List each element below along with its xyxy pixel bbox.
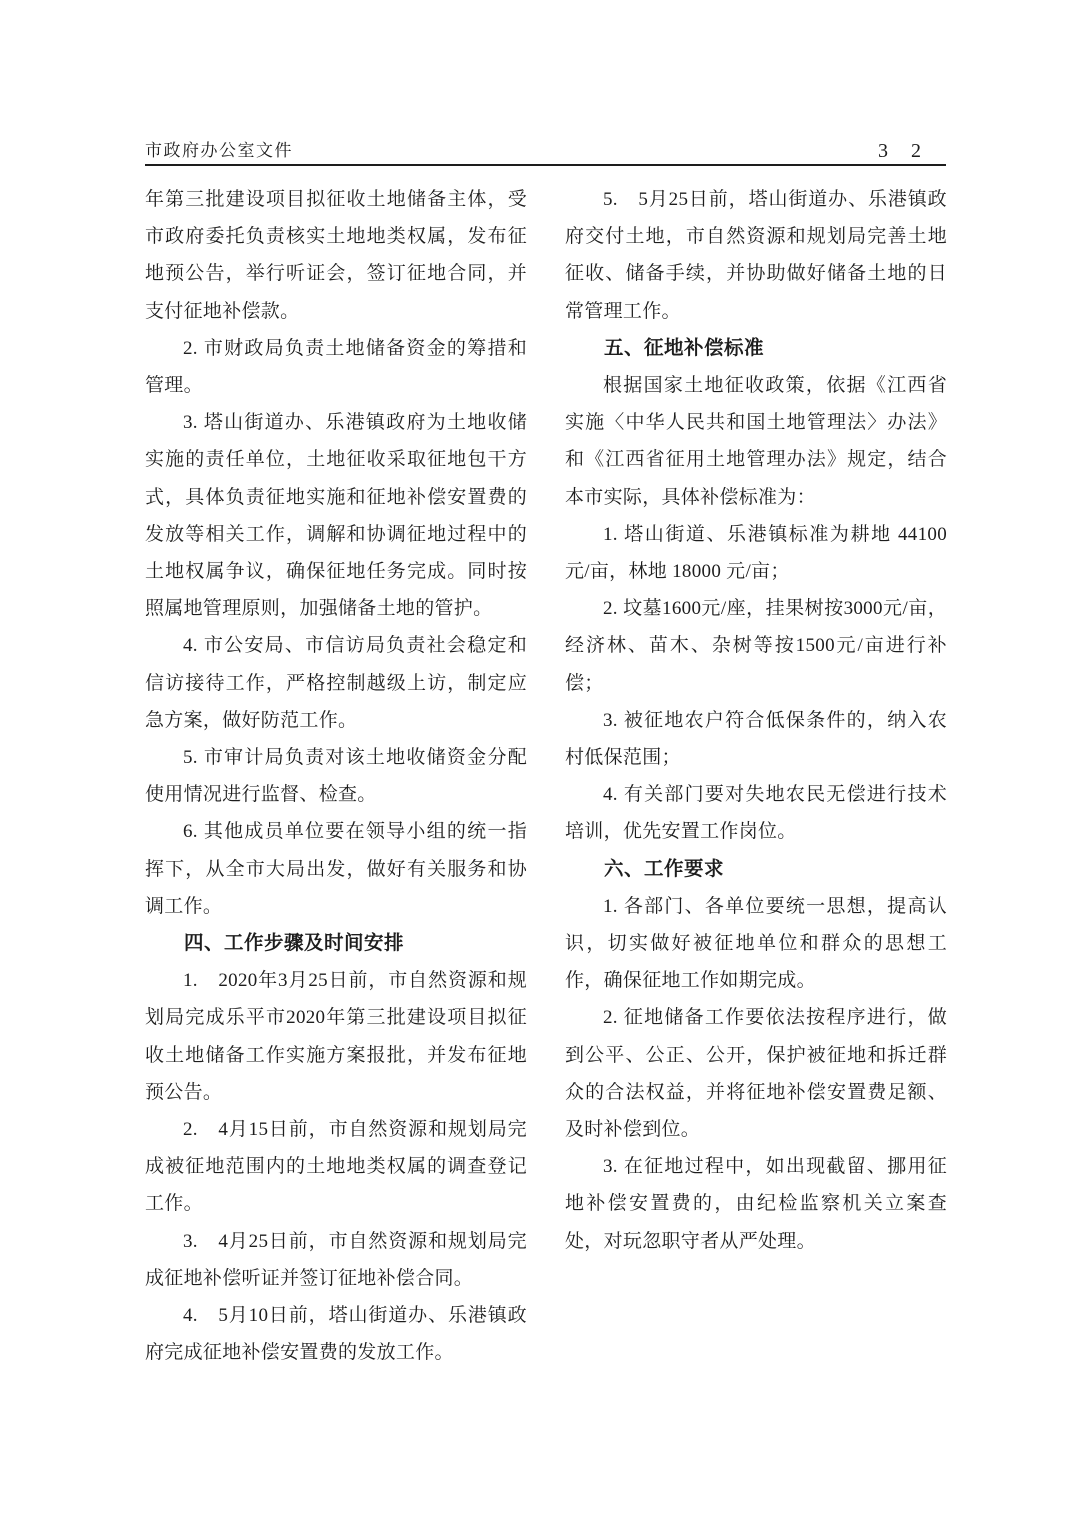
paragraph: 3. 在征地过程中，如出现截留、挪用征地补偿安置费的，由纪检监察机关立案查处，对玩忽职守者从严处理。 <box>565 1156 947 1252</box>
left-column <box>145 181 527 1372</box>
right-column <box>565 181 947 1372</box>
page-number: 3 2 <box>878 140 930 162</box>
paragraph: 1. 塔山街道、乐港镇标准为耕地 44100 元/亩，林地 18000 元/亩； <box>565 523 947 583</box>
paragraph: 2. 4月15日前，市自然资源和规划局完成被征地范围内的土地地类权属的调查登记工作。 <box>145 1119 527 1215</box>
paragraph: 5. 5月25日前，塔山街道办、乐港镇政府交付土地，市自然资源和规划局完善土地征收、储备手续，并协助做好储备土地的日常管理工作。 <box>565 189 947 322</box>
section-heading: 四、工作步骤及时间安排 <box>184 932 405 955</box>
section-heading: 六、工作要求 <box>604 857 725 880</box>
paragraph: 3. 塔山街道办、乐港镇政府为土地收储实施的责任单位，土地征收采取征地包干方式，具体负责征地实施和征地补偿安置费的发放等相关工作，调解和协调征地过程中的土地权属争议，确保征地任务完成。同时按照属地管理原则，加强储备土地的管护。 <box>145 412 527 620</box>
paragraph: 3. 4月25日前，市自然资源和规划局完成征地补偿听证并签订征地补偿合同。 <box>145 1230 527 1289</box>
paragraph: 5. 市审计局负责对该土地收储资金分配使用情况进行监督、检查。 <box>145 747 527 806</box>
page-header <box>145 136 946 166</box>
paragraph: 1. 各部门、各单位要统一思想，提高认识，切实做好被征地单位和群众的思想工作，确保征地工作如期完成。 <box>565 895 947 992</box>
paragraph: 4. 5月10日前，塔山街道办、乐港镇政府完成征地补偿安置费的发放工作。 <box>145 1305 527 1364</box>
paragraph: 4. 有关部门要对失地农民无偿进行技术培训，优先安置工作岗位。 <box>565 784 947 843</box>
section-heading: 五、征地补偿标准 <box>604 336 765 359</box>
paragraph: 年第三批建设项目拟征收土地储备主体，受市政府委托负责核实土地地类权属，发布征地预公告，举行听证会，签订征地合同，并支付征地补偿款。 <box>145 189 527 322</box>
paragraph: 2. 征地储备工作要依法按程序进行，做到公平、公正、公开，保护被征地和拆迁群众的合法权益，并将征地补偿安置费足额、及时补偿到位。 <box>565 1007 947 1141</box>
text-columns <box>145 181 947 1372</box>
paragraph: 3. 被征地农户符合低保条件的，纳入农村低保范围； <box>565 709 947 769</box>
paragraph: 4. 市公安局、市信访局负责社会稳定和信访接待工作，严格控制越级上访，制定应急方案，做好防范工作。 <box>145 635 527 731</box>
paragraph: 6. 其他成员单位要在领导小组的统一指挥下，从全市大局出发，做好有关服务和协调工作。 <box>145 821 527 917</box>
paragraph: 根据国家土地征收政策，依据《江西省实施〈中华人民共和国土地管理法〉办法》和《江西省征用土地管理办法》规定，结合本市实际，具体补偿标准为： <box>565 375 947 508</box>
paragraph: 1. 2020年3月25日前，市自然资源和规划局完成乐平市2020年第三批建设项目拟征收土地储备工作实施方案报批，并发布征地预公告。 <box>145 970 527 1103</box>
paragraph: 2. 坟墓1600元/座，挂果树按3000元/亩，经济林、苗木、杂树等按1500元/亩进行补偿； <box>565 598 947 694</box>
paragraph: 2. 市财政局负责土地储备资金的筹措和管理。 <box>145 337 527 397</box>
document-header-title: 市政府办公室文件 <box>145 141 293 160</box>
